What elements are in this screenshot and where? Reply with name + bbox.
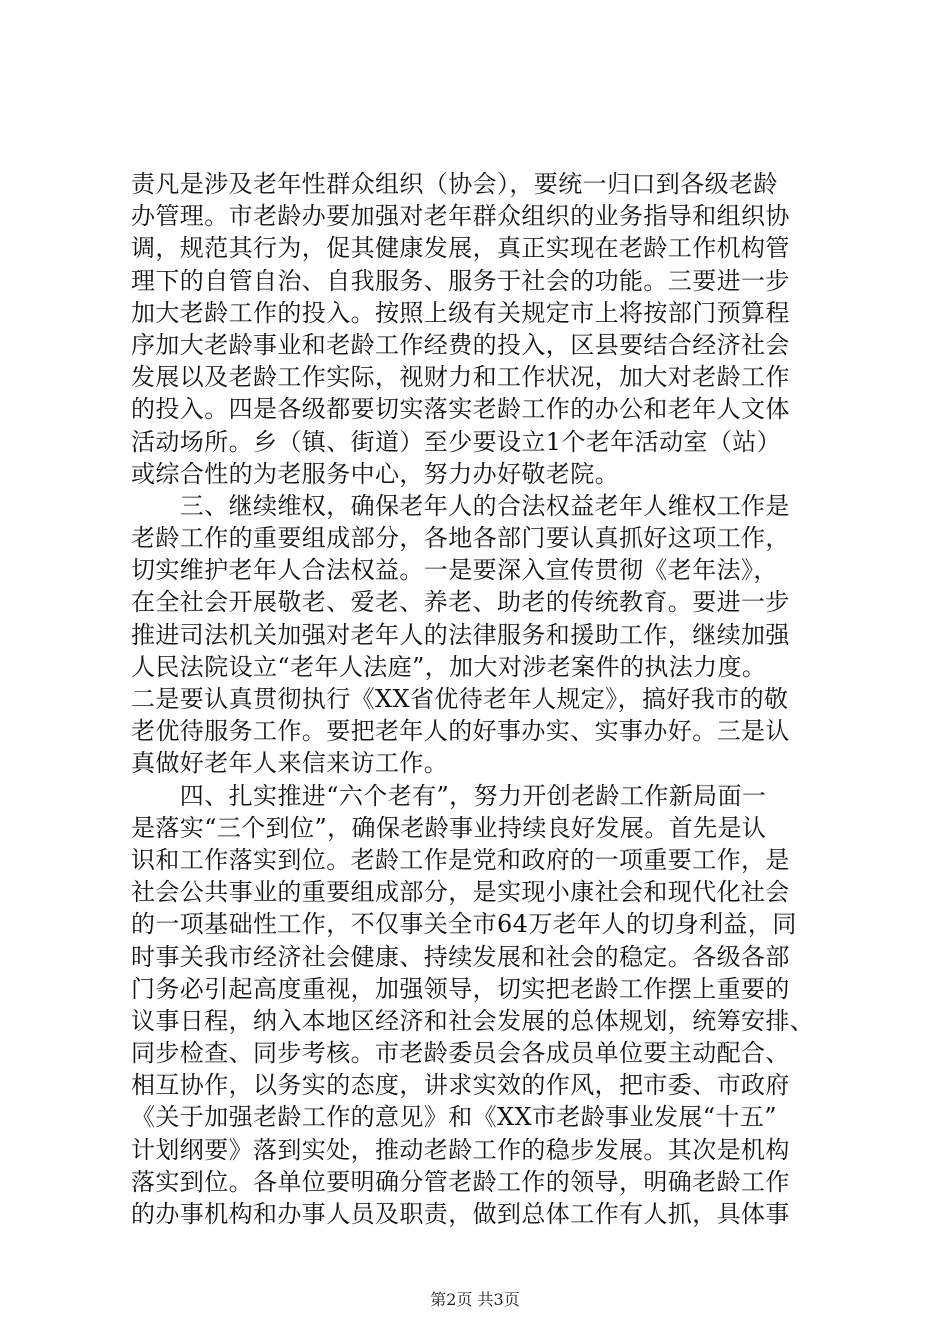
- text-line: 三、继续维权，确保老年人的合法权益老年人维权工作是: [131, 491, 790, 520]
- text-line: 发展以及老龄工作实际，视财力和工作状况，加大对老龄工作: [131, 363, 790, 392]
- text-line: 或综合性的为老服务中心，努力办好敬老院。: [131, 459, 619, 488]
- text-line: 责凡是涉及老年性群众组织（协会），要统一归口到各级老龄: [131, 170, 778, 198]
- text-line: 二是要认真贯彻执行《XX省优待老年人规定》，搞好我市的敬: [131, 685, 789, 713]
- text-line: 加大老龄工作的投入。按照上级有关规定市上将按部门预算程: [131, 298, 790, 327]
- text-line: 是落实“三个到位”，确保老龄事业持续良好发展。首先是认: [131, 813, 767, 842]
- text-line: 相互协作，以务实的态度，讲求实效的作风，把市委、市政府: [131, 1071, 790, 1100]
- text-line: 办管理。市老龄办要加强对老年群众组织的业务指导和组织协: [131, 202, 790, 231]
- text-line: 时事关我市经济社会健康、持续发展和社会的稳定。各级各部: [131, 942, 790, 971]
- text-line: 序加大老龄事业和老龄工作经费的投入，区县要结合经济社会: [131, 330, 790, 359]
- text-line: 社会公共事业的重要组成部分，是实现小康社会和现代化社会: [131, 878, 790, 907]
- text-line: 人民法院设立“老年人法庭”，加大对涉老案件的执法力度。: [131, 652, 767, 681]
- text-line: 活动场所。乡（镇、街道）至少要设立1个老年活动室（站）: [131, 427, 782, 456]
- text-line: 门务必引起高度重视，加强领导，切实把老龄工作摆上重要的: [131, 974, 790, 1003]
- text-line: 落实到位。各单位要明确分管老龄工作的领导，明确老龄工作: [131, 1167, 790, 1196]
- body-text: [131, 168, 831, 1230]
- text-line: 老优待服务工作。要把老年人的好事办实、实事办好。三是认: [131, 717, 790, 746]
- text-line: 同步检查、同步考核。市老龄委员会各成员单位要主动配合、: [131, 1039, 790, 1068]
- text-line: 真做好老年人来信来访工作。: [131, 749, 449, 778]
- text-line: 的办事机构和办事人员及职责，做到总体工作有人抓，具体事: [131, 1200, 790, 1228]
- text-line: 《关于加强老龄工作的意见》和《XX市老龄事业发展“十五”: [131, 1103, 777, 1132]
- text-line: 四、扎实推进“六个老有”，努力开创老龄工作新局面一: [131, 781, 767, 810]
- text-line: 推进司法机关加强对老年人的法律服务和援助工作，继续加强: [131, 620, 790, 649]
- text-line: 调，规范其行为，促其健康发展，真正实现在老龄工作机构管: [131, 234, 790, 263]
- text-line: 的投入。四是各级都要切实落实老龄工作的办公和老年人文体: [131, 395, 790, 424]
- text-line: 老龄工作的重要组成部分，各地各部门要认真抓好这项工作，: [131, 524, 790, 553]
- text-line: 议事日程，纳入本地区经济和社会发展的总体规划，统筹安排、: [131, 1006, 815, 1035]
- text-line: 在全社会开展敬老、爱老、养老、助老的传统教育。要进一步: [131, 588, 790, 617]
- text-line: 的一项基础性工作，不仅事关全市64万老年人的切身利益，同: [131, 910, 797, 939]
- page-footer: 第2页 共3页: [430, 1290, 520, 1309]
- text-line: 切实维护老年人合法权益。一是要深入宣传贯彻《老年法》，: [131, 556, 778, 585]
- text-line: 计划纲要》落到实处，推动老龄工作的稳步发展。其次是机构: [131, 1135, 790, 1164]
- text-line: 识和工作落实到位。老龄工作是党和政府的一项重要工作，是: [131, 845, 790, 874]
- text-line: 理下的自管自治、自我服务、服务于社会的功能。三要进一步: [131, 266, 790, 295]
